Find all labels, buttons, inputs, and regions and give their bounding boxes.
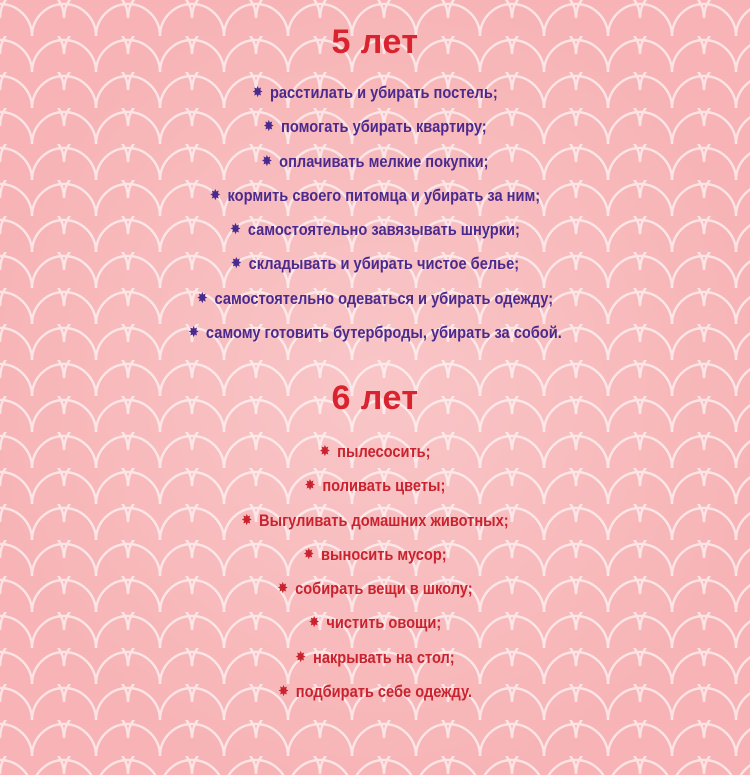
- heading-5-years: 5 лет: [331, 23, 419, 61]
- list-item: [53, 606, 698, 640]
- list-item-text: оплачивать мелкие покупки;: [279, 151, 489, 171]
- star-bullet-icon: ✸: [230, 255, 242, 273]
- list-item: [53, 572, 698, 606]
- list-item-text: выносить мусор;: [321, 544, 447, 564]
- list-item-text: подбирать себе одежду.: [295, 682, 472, 702]
- star-bullet-icon: ✸: [196, 289, 208, 307]
- list-item-text: Выгуливать домашних животных;: [259, 510, 509, 530]
- star-bullet-icon: ✸: [303, 545, 315, 563]
- star-bullet-icon: ✸: [278, 683, 289, 701]
- list-item: [53, 213, 698, 247]
- chores-list-6-years: [0, 435, 750, 709]
- list-item: [53, 469, 698, 503]
- star-bullet-icon: ✸: [230, 221, 241, 239]
- star-bullet-icon: ✸: [295, 648, 307, 666]
- list-item-text: самостоятельно одеваться и убирать одежду;: [214, 288, 554, 308]
- list-item: [53, 435, 698, 469]
- star-bullet-icon: ✸: [188, 324, 200, 342]
- list-item-text: поливать цветы;: [322, 476, 446, 496]
- list-item: [53, 110, 698, 144]
- list-item-text: кормить своего питомца и убирать за ним;: [227, 185, 541, 205]
- list-item-text: самостоятельно завязывать шнурки;: [247, 220, 520, 240]
- star-bullet-icon: ✸: [209, 186, 221, 204]
- list-item: [53, 247, 698, 281]
- list-item-text: расстилать и убирать постель;: [269, 83, 498, 102]
- star-bullet-icon: ✸: [319, 443, 331, 460]
- list-item-text: пылесосить;: [337, 442, 431, 461]
- star-bullet-icon: ✸: [308, 614, 320, 632]
- list-item-text: чистить овощи;: [326, 613, 442, 633]
- list-item: [53, 76, 698, 110]
- list-item-text: самому готовить бутерброды, убирать за собой.: [205, 323, 562, 343]
- star-bullet-icon: ✸: [241, 511, 253, 529]
- list-item: [53, 675, 698, 709]
- chores-list-5-years: [0, 76, 750, 350]
- star-bullet-icon: ✸: [261, 152, 273, 170]
- heading-6-years: 6 лет: [331, 379, 419, 417]
- list-item-text: помогать убирать квартиру;: [281, 117, 487, 137]
- list-item: [53, 145, 698, 179]
- list-item-text: накрывать на стол;: [312, 647, 455, 667]
- list-item: [53, 504, 698, 538]
- star-bullet-icon: ✸: [304, 477, 316, 495]
- list-item: [53, 316, 698, 350]
- star-bullet-icon: ✸: [252, 84, 264, 101]
- list-item: [53, 538, 698, 572]
- list-item-text: собирать вещи в школу;: [295, 579, 473, 599]
- list-item-text: складывать и убирать чистое белье;: [248, 254, 520, 274]
- star-bullet-icon: ✸: [263, 118, 275, 136]
- star-bullet-icon: ✸: [277, 580, 289, 598]
- list-item: [53, 282, 698, 316]
- list-item: [53, 179, 698, 213]
- list-item: [53, 641, 698, 675]
